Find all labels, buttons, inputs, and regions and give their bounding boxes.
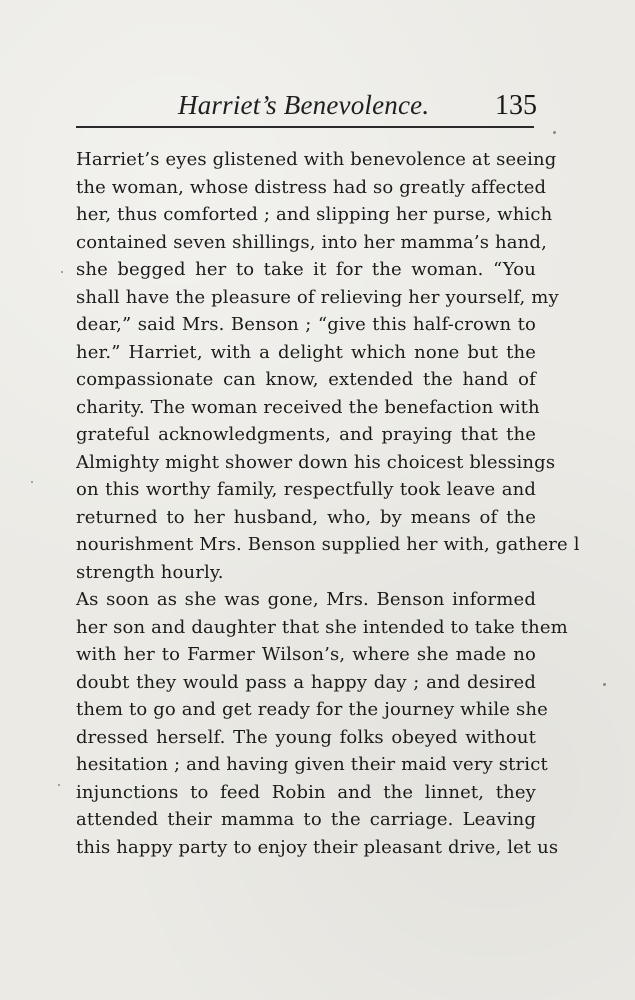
text-line: Almighty might shower down his choicest blessings	[76, 451, 556, 473]
text-line: charity. The woman received the benefaction with	[76, 396, 540, 418]
text-line: injunctions to feed Robin and the linnet, they	[76, 781, 536, 803]
text-line: on this worthy family, respectfully took leave and	[76, 479, 536, 500]
text-line: hesitation ; and having given their maid very strict	[76, 754, 548, 775]
text-line: contained seven shillings, into her mamma’s hand,	[76, 231, 547, 253]
text-line: attended their mamma to the carriage. Leaving	[76, 809, 536, 830]
text-line: strength hourly.	[76, 561, 224, 583]
text-line: grateful acknowledgments, and praying that the	[76, 424, 536, 445]
text-line: the woman, whose distress had so greatly affected	[76, 176, 547, 198]
body-text	[76, 146, 580, 861]
text-line: her son and daughter that she intended to take them	[76, 616, 568, 638]
text-line: with her to Farmer Wilson’s, where she made no	[76, 644, 536, 665]
text-line: this happy party to enjoy their pleasant drive, let us	[76, 836, 559, 858]
text-line: returned to her husband, who, by means of the	[76, 506, 536, 528]
running-title: Harriet’s Benevolence.	[178, 90, 430, 120]
paper-speck	[31, 481, 33, 483]
paper-speck	[58, 784, 60, 786]
text-line: them to go and get ready for the journey while she	[76, 699, 548, 720]
text-line: dressed herself. The young folks obeyed without	[76, 726, 536, 748]
text-line: As soon as she was gone, Mrs. Benson informed	[76, 589, 536, 610]
text-line: her, thus comforted ; and slipping her purse, which	[76, 204, 553, 225]
paper-speck	[553, 131, 556, 134]
running-head	[76, 90, 541, 128]
text-line: shall have the pleasure of relieving her yourself, my	[76, 286, 559, 308]
text-line: compassionate can know, extended the hand of	[76, 369, 536, 390]
text-line: nourishment Mrs. Benson supplied her with, gathere l	[76, 534, 580, 555]
paper-speck	[61, 271, 63, 273]
text-line: she begged her to take it for the woman. “You	[76, 259, 536, 280]
text-line: dear,” said Mrs. Benson ; “give this half-crown to	[76, 314, 536, 335]
page-number: 135	[495, 90, 537, 121]
header-rule	[76, 126, 534, 128]
paper-speck	[603, 683, 606, 686]
text-line: Harriet’s eyes glistened with benevolence at seeing	[76, 149, 557, 170]
text-line: doubt they would pass a happy day ; and desired	[76, 671, 536, 693]
text-line: her.” Harriet, with a delight which none but the	[76, 341, 536, 363]
